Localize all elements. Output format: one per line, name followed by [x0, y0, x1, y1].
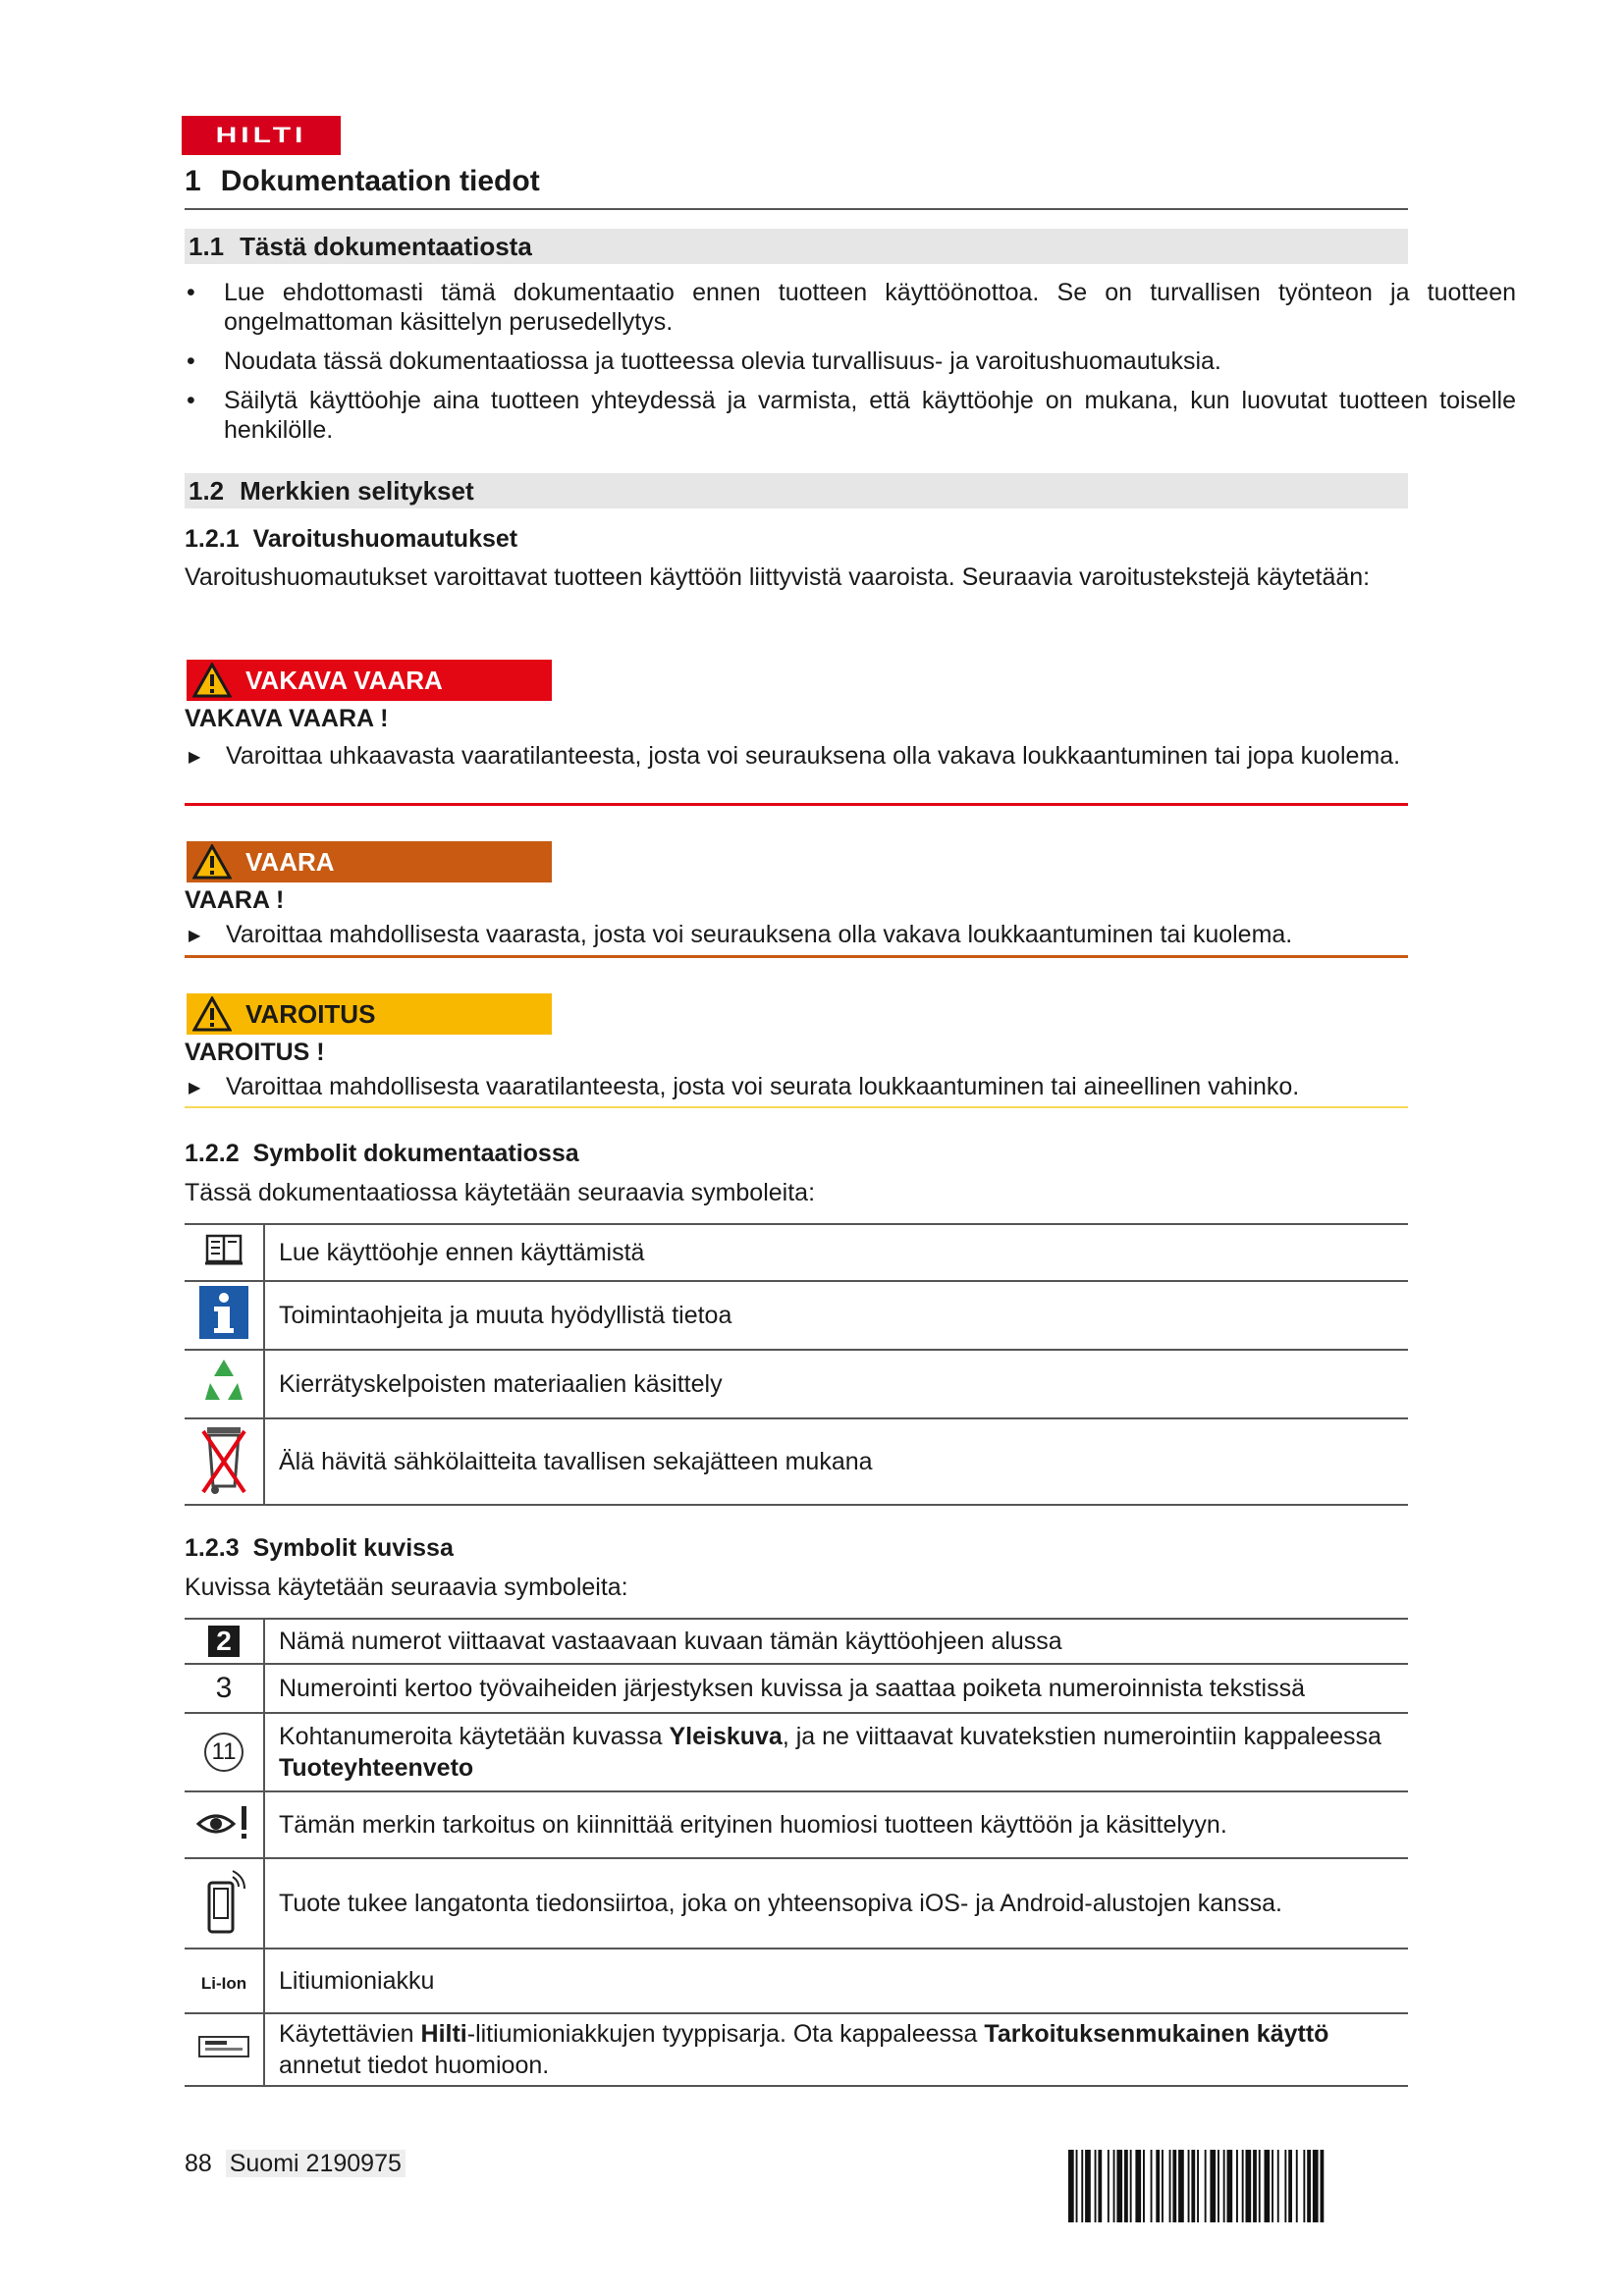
- section-1-2-1-heading: 1.2.1 Varoitushuomautukset: [185, 525, 518, 553]
- arrow-icon: ▶: [189, 1080, 201, 1096]
- table-row: Älä hävitä sähkölaitteita tavallisen sekajätteen mukana: [185, 1418, 1408, 1505]
- icon-cell: [185, 1949, 264, 2013]
- arrow-icon: ▶: [189, 749, 201, 766]
- icon-cell: [185, 2013, 264, 2086]
- icon-cell: [185, 1224, 264, 1281]
- warning-triangle-icon: [192, 663, 232, 698]
- chapter-heading: 1 Dokumentaation tiedot: [185, 165, 1408, 210]
- page-footer: [185, 2150, 406, 2178]
- caution-title: VAROITUS !: [185, 1039, 325, 1066]
- caution-badge: VAROITUS: [187, 993, 552, 1035]
- warnings-intro: Varoitushuomautukset varoittavat tuotteen käyttöön liittyvistä vaaroista. Seuraavia varoitustekstejä käytetään:: [185, 563, 1371, 591]
- crossed-bin-icon: [199, 1421, 248, 1496]
- arrow-icon: ▶: [189, 928, 201, 944]
- danger-title: VAARA !: [185, 886, 285, 914]
- danger-badge: VAARA: [187, 841, 552, 882]
- icon-cell: [185, 1858, 264, 1949]
- icon-cell: [185, 1791, 264, 1858]
- table-row: Kierrätyskelpoisten materiaalien käsittely: [185, 1350, 1408, 1418]
- table-row: 2 Nämä numerot viittaavat vastaavaan kuvaan tämän käyttöohjeen alussa: [185, 1619, 1408, 1664]
- attention-eye-icon: [196, 1802, 251, 1842]
- icon-cell: [185, 1418, 264, 1505]
- caution-divider: [185, 1106, 1408, 1108]
- hilti-logo: HILTI: [182, 116, 341, 155]
- bullet-item: • Noudata tässä dokumentaatiossa ja tuotteessa olevia turvallisuus- ja varoitushuomautuksia.: [185, 347, 1516, 376]
- recycling-icon: [198, 1357, 249, 1406]
- page-number: 88: [185, 2150, 212, 2177]
- symbols-doc-intro: Tässä dokumentaatiossa käytetään seuraavia symboleita:: [185, 1179, 816, 1206]
- li-ion-label-icon: Li-Ion: [200, 1973, 247, 1993]
- icon-cell: [185, 1281, 264, 1350]
- manual-book-icon: [204, 1232, 244, 1267]
- table-row: Li-Ion Litiumioniakku: [185, 1949, 1408, 2013]
- step-number-icon: 3: [215, 1672, 233, 1704]
- severe-danger-title: VAKAVA VAARA !: [185, 705, 389, 732]
- item-number-icon: 11: [204, 1733, 244, 1772]
- icon-cell: [185, 1713, 264, 1791]
- footer-label: Suomi 2190975: [226, 2150, 406, 2177]
- icon-cell: [185, 1350, 264, 1418]
- table-row: Tuote tukee langatonta tiedonsiirtoa, joka on yhteensopiva iOS- ja Android-alustojen kanssa.: [185, 1858, 1408, 1949]
- info-icon: [199, 1286, 248, 1339]
- table-row: 3 Numerointi kertoo työvaiheiden järjestyksen kuvissa ja saattaa poiketa numeroinnista tekstissä: [185, 1664, 1408, 1713]
- table-row: 11 Kohtanumeroita käytetään kuvassa Yleiskuva, ja ne viittaavat kuvatekstien numerointiin kappaleessa Tuoteyhteenveto: [185, 1713, 1408, 1791]
- caution-text: ▶ Varoittaa mahdollisesta vaaratilanteesta, josta voi seurata loukkaantuminen tai aineellinen vahinko.: [185, 1072, 1408, 1101]
- symbols-figures-intro: Kuvissa käytetään seuraavia symboleita:: [185, 1574, 628, 1601]
- bullet-item: • Lue ehdottomasti tämä dokumentaatio ennen tuotteen käyttöönottoa. Se on turvallisen työnteon ja tuotteen ongelmattoman käsittelyn perusedellytys.: [185, 278, 1516, 337]
- figure-number-icon: 2: [208, 1626, 240, 1657]
- table-row: Käytettävien Hilti-litiumioniakkujen tyyppisarja. Ota kappaleessa Tarkoituksenmukainen käyttö annetut tiedot huomioon.: [185, 2013, 1408, 2086]
- warning-triangle-icon: [192, 844, 232, 880]
- section-1-1-heading: 1.1 Tästä dokumentaatiosta: [185, 229, 1408, 264]
- document-symbols-table: [185, 1223, 1408, 1506]
- bullet-item: • Säilytä käyttöohje aina tuotteen yhteydessä ja varmista, että käyttöohje on mukana, kun luovutat tuotteen toiselle henkilölle.: [185, 386, 1516, 445]
- severe-danger-text: ▶ Varoittaa uhkaavasta vaaratilanteesta, josta voi seurauksena olla vakava loukkaantuminen tai jopa kuolema.: [185, 741, 1408, 771]
- severe-danger-badge: VAKAVA VAARA: [187, 660, 552, 701]
- table-row: Lue käyttöohje ennen käyttämistä: [185, 1224, 1408, 1281]
- figure-symbols-table: [185, 1618, 1408, 2087]
- section-1-1-bullets: [185, 278, 1516, 454]
- barcode: [1068, 2150, 1406, 2222]
- table-row: Tämän merkin tarkoitus on kiinnittää erityinen huomiosi tuotteen käyttöön ja käsittelyyn.: [185, 1791, 1408, 1858]
- severe-danger-divider: [185, 803, 1408, 806]
- section-1-2-3-heading: 1.2.3 Symbolit kuvissa: [185, 1534, 454, 1562]
- danger-text: ▶ Varoittaa mahdollisesta vaarasta, josta voi seurauksena olla vakava loukkaantuminen tai kuolema.: [185, 920, 1408, 949]
- wireless-phone-icon: [199, 1863, 248, 1938]
- danger-divider: [185, 955, 1408, 958]
- section-1-2-2-heading: 1.2.2 Symbolit dokumentaatiossa: [185, 1140, 579, 1167]
- battery-series-icon: [197, 2033, 250, 2060]
- icon-cell: [185, 1619, 264, 1664]
- icon-cell: [185, 1664, 264, 1713]
- section-1-2-heading: 1.2 Merkkien selitykset: [185, 473, 1408, 508]
- table-row: Toimintaohjeita ja muuta hyödyllistä tietoa: [185, 1281, 1408, 1350]
- warning-triangle-icon: [192, 996, 232, 1032]
